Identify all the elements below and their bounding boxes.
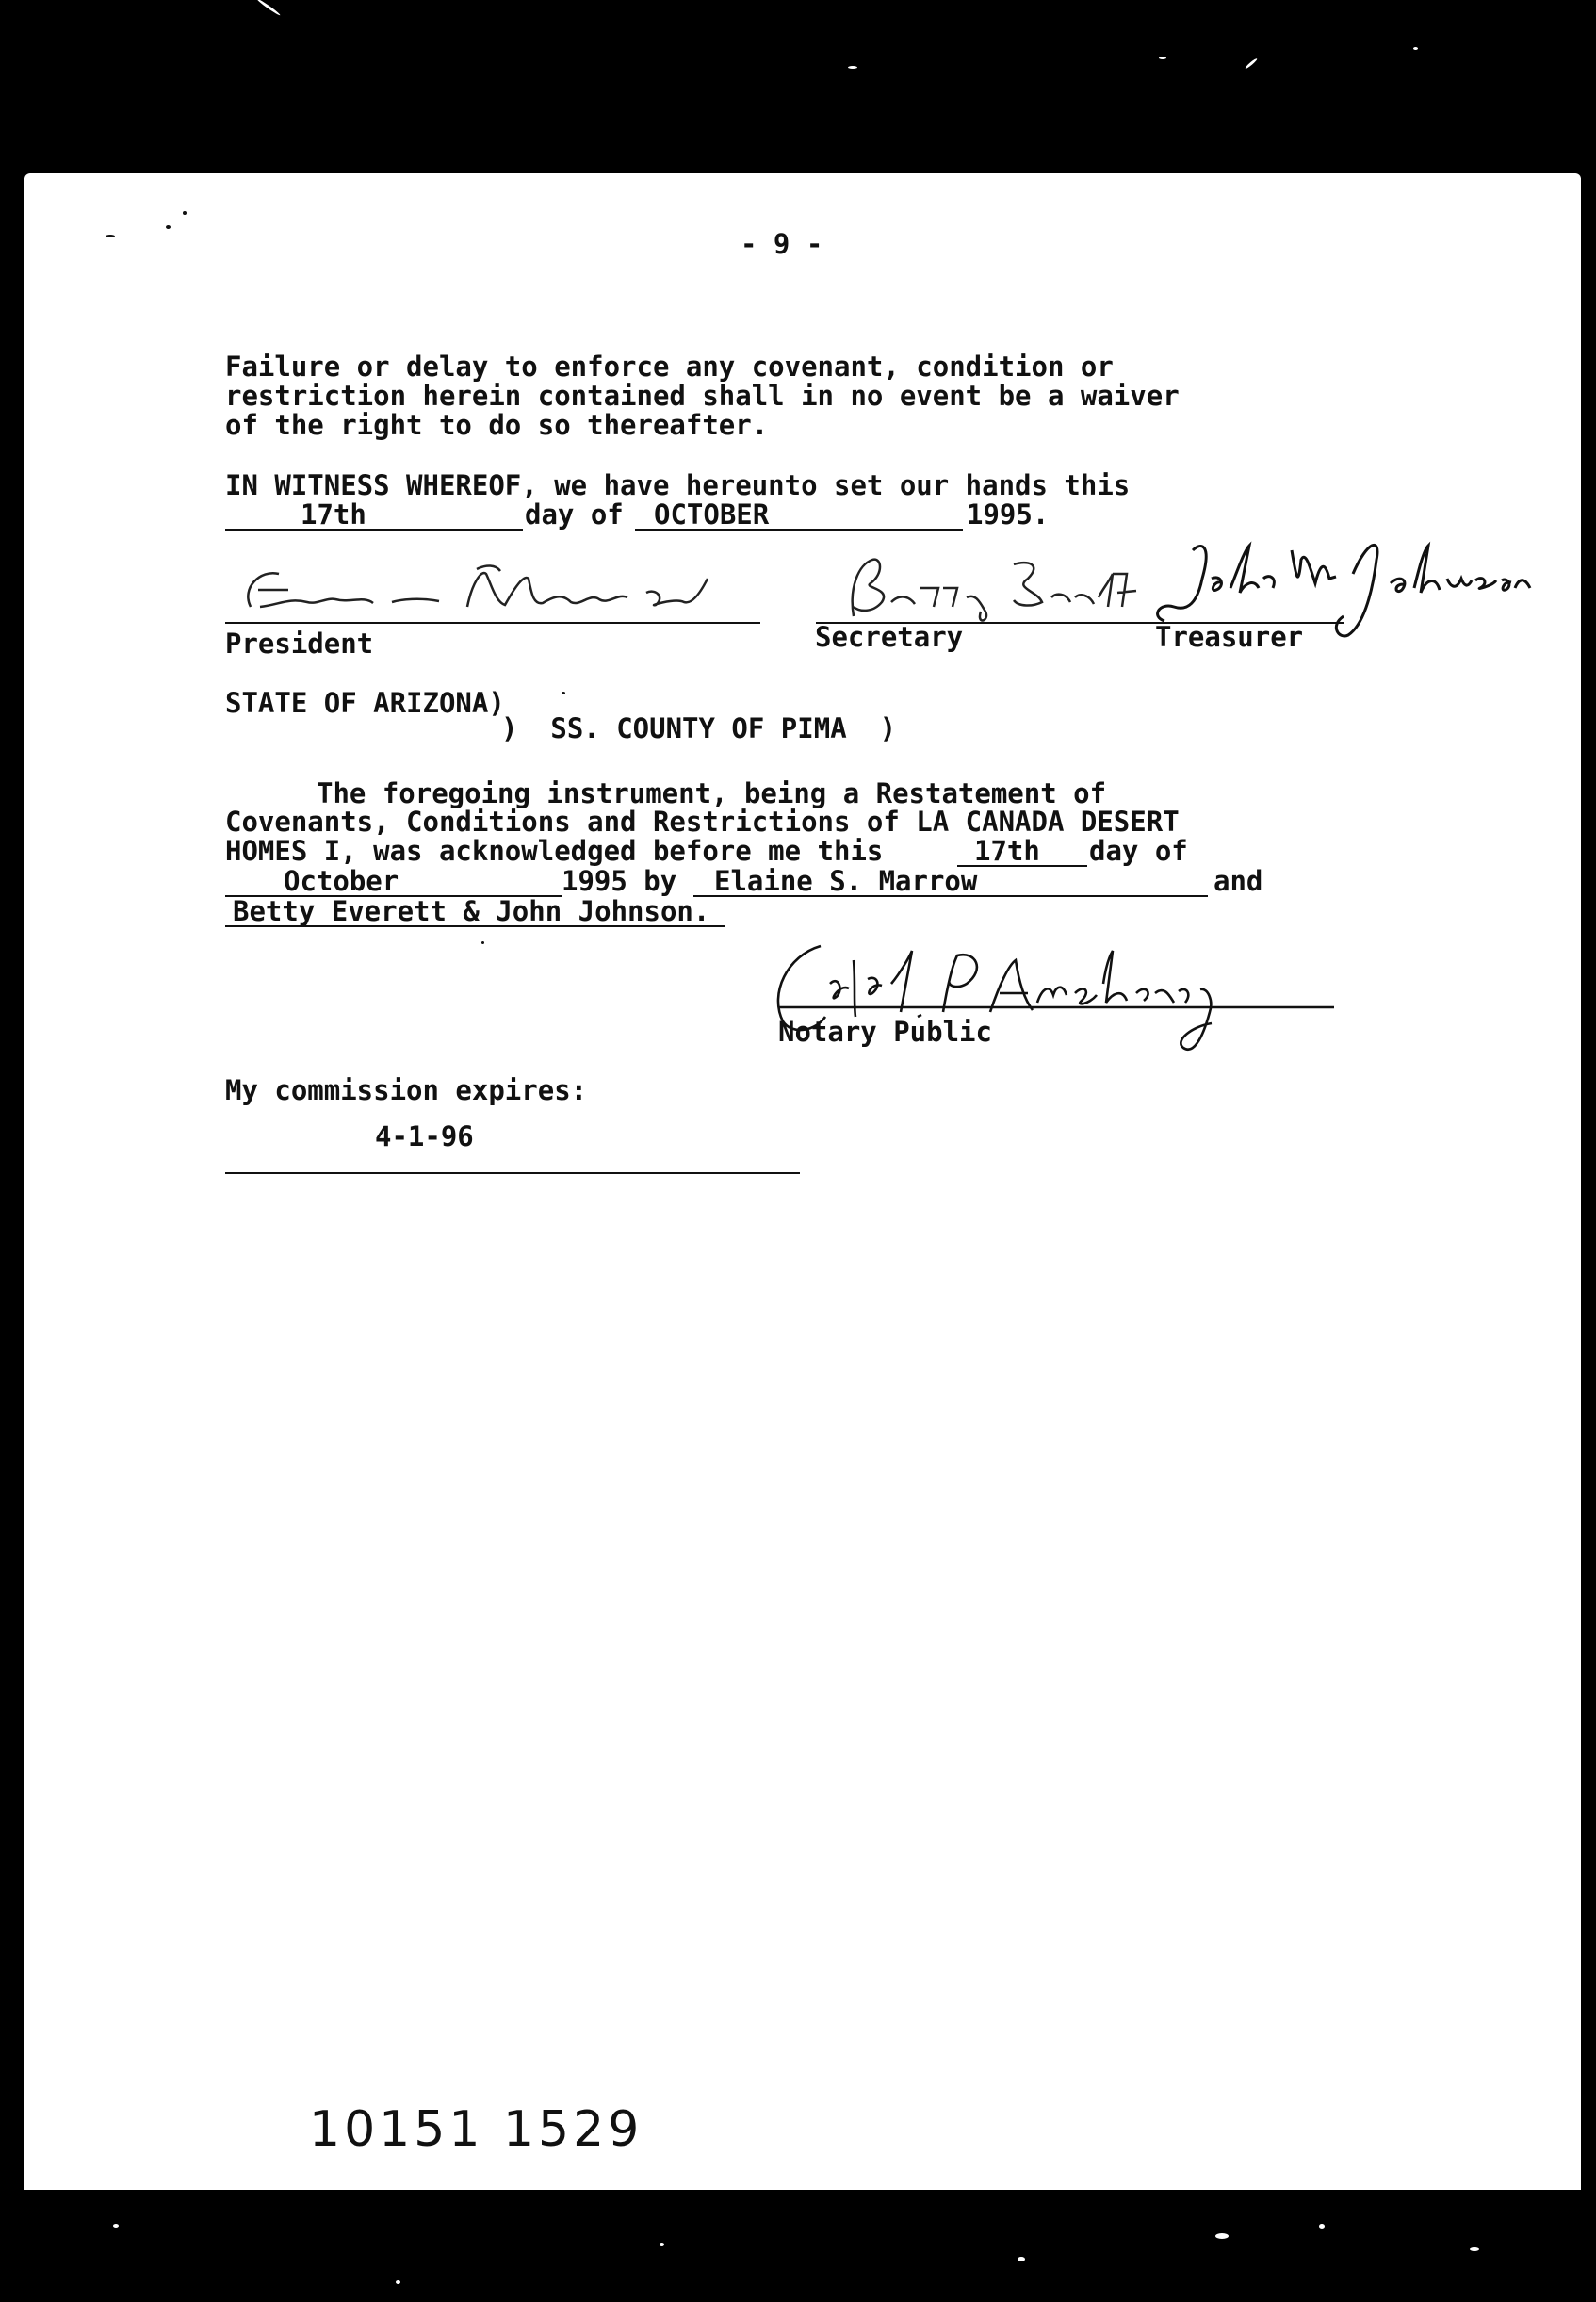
scan-artifact — [562, 692, 565, 694]
witness-day-label: day of — [525, 498, 624, 531]
acknowledgment-day-suffix: day of — [1089, 835, 1188, 867]
president-signature — [222, 550, 750, 626]
commission-label: My commission expires: — [225, 1074, 588, 1106]
secretary-signature — [825, 546, 1164, 630]
paragraph-line: restriction herein contained shall in no event be a waiver — [225, 380, 1180, 412]
scan-artifact — [1413, 47, 1418, 50]
bates-number: 10151 1529 — [309, 2101, 643, 2158]
acknowledgment-line: The foregoing instrument, being a Restatement of — [317, 777, 1107, 809]
acknowledgment-month-value: October — [284, 865, 399, 897]
paragraph-line: Failure or delay to enforce any covenant, condition or — [225, 351, 1114, 383]
scan-artifact — [396, 2280, 400, 2284]
acknowledgment-name1: Elaine S. Marrow — [714, 865, 978, 897]
acknowledgment-line: Covenants, Conditions and Restrictions of LA CANADA DESERT — [225, 806, 1180, 838]
witness-month-value: OCTOBER — [654, 498, 770, 531]
witness-month-field — [635, 500, 963, 531]
acknowledgment-and: and — [1213, 865, 1263, 897]
scan-artifact — [166, 225, 171, 229]
scan-artifact — [481, 941, 484, 944]
acknowledgment-name2-field — [225, 897, 725, 927]
page-number: - 9 - — [741, 228, 823, 260]
acknowledgment-day-value: 17th — [974, 835, 1040, 867]
scan-artifact — [1215, 2233, 1229, 2239]
scan-artifact — [256, 0, 281, 16]
venue-county: ) SS. COUNTY OF PIMA ) — [501, 712, 897, 744]
acknowledgment-name1-field — [693, 867, 1208, 897]
witness-day-field — [225, 500, 523, 531]
president-label: President — [225, 628, 374, 660]
scan-artifact — [660, 2243, 664, 2246]
scan-artifact — [1018, 2257, 1025, 2261]
treasurer-label: Treasurer — [1155, 621, 1304, 653]
acknowledgment-month-field — [225, 867, 562, 897]
acknowledgment-name2: Betty Everett & John Johnson. — [233, 895, 710, 927]
commission-line — [225, 1172, 800, 1174]
scan-artifact — [1319, 2224, 1325, 2229]
acknowledgment-year: 1995 by — [562, 865, 677, 897]
commission-date: 4-1-96 — [375, 1120, 474, 1152]
acknowledgment-line: HOMES I, was acknowledged before me this — [225, 835, 884, 867]
witness-year: 1995. — [967, 498, 1050, 531]
venue-state: STATE OF ARIZONA) — [225, 687, 505, 719]
notary-label: Notary Public — [778, 1016, 992, 1048]
witness-line: IN WITNESS WHEREOF, we have hereunto set our hands this — [225, 469, 1131, 501]
secretary-label: Secretary — [815, 621, 964, 653]
document-page — [24, 173, 1581, 2190]
scan-artifact — [1159, 57, 1166, 59]
scan-artifact — [1245, 57, 1258, 70]
scan-artifact — [183, 211, 187, 215]
acknowledgment-day-field — [957, 837, 1087, 867]
scan-artifact — [1470, 2247, 1479, 2251]
scan-artifact — [113, 2224, 119, 2228]
witness-day-value: 17th — [301, 498, 366, 531]
scan-artifact — [106, 235, 115, 237]
paragraph-line: of the right to do so thereafter. — [225, 409, 769, 441]
scan-artifact — [848, 66, 857, 69]
